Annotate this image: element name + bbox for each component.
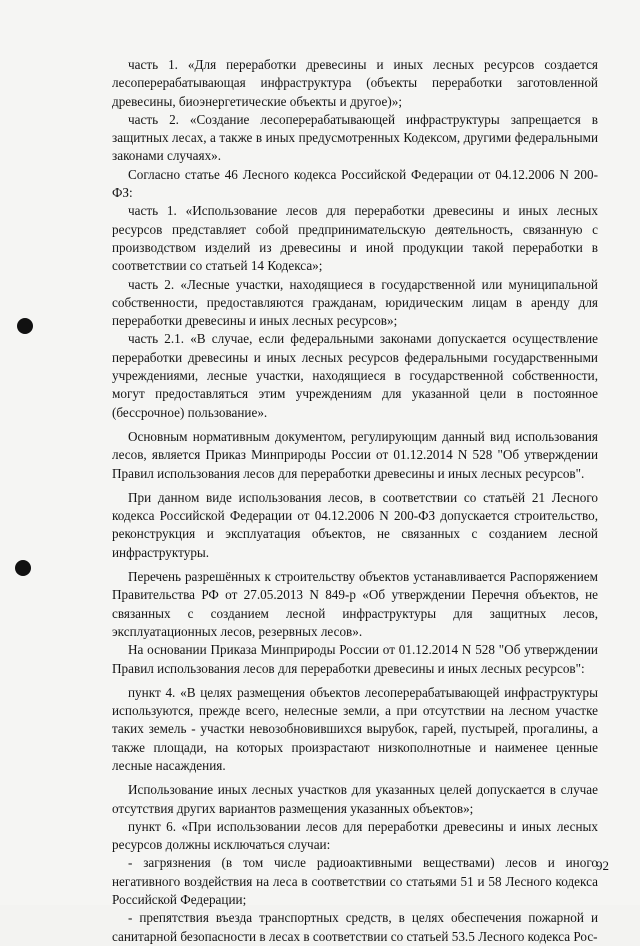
paragraph: часть 2. «Создание лесоперерабатывающей инфраструктуры запрещается в защитных лесах, а также в иных предусмотренных Кодексом, другими федеральными законами случаях». <box>112 111 598 164</box>
paragraph: На основании Приказа Минприроды России от 01.12.2014 N 528 "Об утверждении Правил использования лесов для переработки древесины и иных лесных ресурсов": <box>112 642 598 676</box>
paragraph: часть 1. «Использование лесов для переработки древесины и иных лесных ресурсов представляет собой предпринимательскую деятельность, связанную с производством изделий из древесины и иной продукции такой переработки в соответствии со статьей 14 Кодекса»; <box>112 203 598 274</box>
paragraph: - препятствия въезда транспортных средств, в целях обеспечения пожарной и санитарной безопасности в лесах в соответствии со статьей 53.5 Лесного кодекса Рос- <box>112 910 598 944</box>
paragraph: Основным нормативным документом, регулирующим данный вид использования лесов, является Приказ Минприроды России от 01.12.2014 N 528 "Об утверждении Правил использования лесов для переработки древесины и иных лесных ресурсов". <box>112 428 598 481</box>
binder-hole-mark <box>15 560 31 576</box>
paragraph: пункт 4. «В целях размещения объектов лесоперерабатывающей инфраструктуры используются, прежде всего, нелесные земли, а при отсутствии на лесном участке таких земель - участки невозобновившихся вырубок, гарей, пустырей, прогалины, а также площади, на которых произрастают низкополнотные и наименее ценные лесные насаждения. <box>112 684 598 773</box>
paragraph: Согласно статье 46 Лесного кодекса Российской Федерации от 04.12.2006 N 200-ФЗ: <box>112 166 598 201</box>
paragraph: часть 1. «Для переработки древесины и иных лесных ресурсов создается лесоперерабатывающая инфраструктура (объекты переработки заготовленной древесины, биоэнергетические объекты и другое)»; <box>112 57 598 109</box>
paragraph: часть 2.1. «В случае, если федеральными законами допускается осуществление переработки древесины и иных лесных ресурсов федеральными государственными учреждениями, лесные участки, находящиеся в государственной собственности, могут предоставляться этим учреждениям для указанной цели в постоянное (бессрочное) пользование». <box>112 331 598 420</box>
paragraph: При данном виде использования лесов, в соответствии со статьёй 21 Лесного кодекса Российской Федерации от 04.12.2006 N 200-ФЗ допускается строительство, реконструкция и эксплуатация объектов, не связанных с созданием лесной инфраструктуры. <box>112 489 598 560</box>
body-text <box>112 56 598 946</box>
page-number: 92 <box>596 858 609 873</box>
paragraph: Перечень разрешённых к строительству объектов устанавливается Распоряжением Правительства РФ от 27.05.2013 N 849-р «Об утверждении Перечня объектов, не связанных с созданием лесной инфраструктуры для защитных лесов, эксплуатационных лесов, резервных лесов». <box>112 569 598 639</box>
paragraph: Использование иных лесных участков для указанных целей допускается в случае отсутствия других вариантов размещения указанных объектов»; <box>112 782 598 816</box>
paragraph: часть 2. «Лесные участки, находящиеся в государственной или муниципальной собственности, предоставляются гражданам, юридическим лицам в аренду для переработки древесины и иных лесных ресурсов»; <box>112 276 598 329</box>
paragraph: пункт 6. «При использовании лесов для переработки древесины и иных лесных ресурсов должны исключаться случаи: <box>112 818 598 853</box>
paragraph: - загрязнения (в том числе радиоактивными веществами) лесов и иного негативного воздействия на леса в соответствии со статьями 51 и 58 Лесного кодекса Российской Федерации; <box>112 855 598 908</box>
binder-hole-mark <box>17 318 33 334</box>
